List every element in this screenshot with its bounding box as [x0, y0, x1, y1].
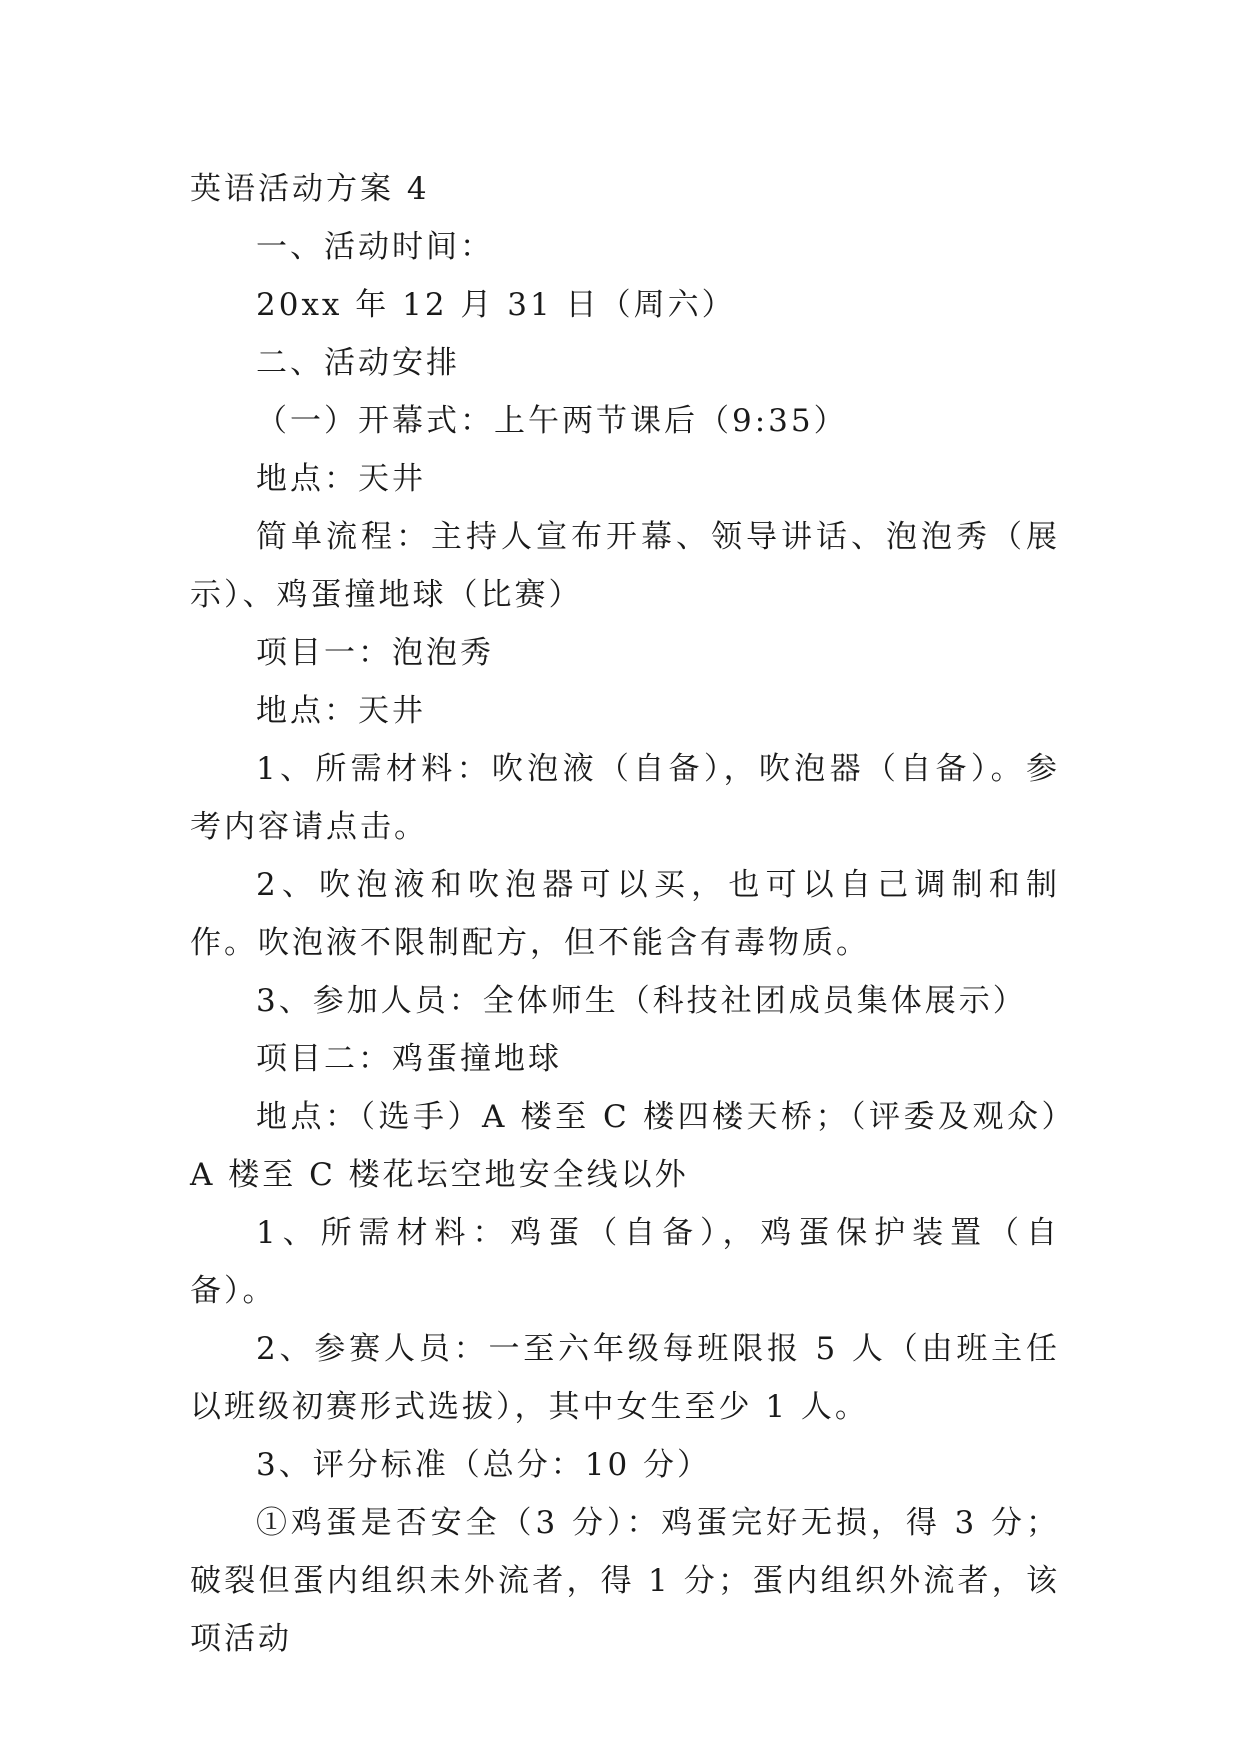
- scoring-standard: 3、评分标准（总分：10 分）: [256, 1447, 712, 1483]
- project-one-title: 项目一：泡泡秀: [256, 635, 494, 671]
- activity-date: 20xx 年 12 月 31 日（周六）: [256, 287, 736, 323]
- project-one-materials: 1、所需材料：吹泡液（自备），吹泡器（自备）。参考内容请点击。: [190, 751, 1060, 845]
- project-one-participants: 3、参加人员：全体师生（科技社团成员集体展示）: [256, 983, 1027, 1019]
- document-body: [190, 160, 1060, 1668]
- document-title: 英语活动方案 4: [190, 171, 430, 207]
- project-two-title: 项目二：鸡蛋撞地球: [256, 1041, 562, 1077]
- opening-location: 地点：天井: [256, 461, 426, 497]
- section-heading-time: 一、活动时间：: [256, 229, 494, 265]
- project-two-location: 地点：（选手）A 楼至 C 楼四楼天桥；（评委及观众）A 楼至 C 楼花坛空地安全线以外: [190, 1099, 1060, 1193]
- project-one-location: 地点：天井: [256, 693, 426, 729]
- project-one-note: 2、吹泡液和吹泡器可以买，也可以自己调制和制作。吹泡液不限制配方，但不能含有毒物质。: [190, 867, 1060, 961]
- project-two-participants: 2、参赛人员：一至六年级每班限报 5 人（由班主任以班级初赛形式选拔），其中女生至少 1 人。: [190, 1331, 1060, 1425]
- opening-ceremony: （一）开幕式：上午两节课后（9:35）: [256, 403, 848, 439]
- opening-process: 简单流程：主持人宣布开幕、领导讲话、泡泡秀（展示）、鸡蛋撞地球（比赛）: [190, 519, 1060, 613]
- project-two-materials: 1、所需材料：鸡蛋（自备），鸡蛋保护装置（自备）。: [190, 1215, 1060, 1309]
- scoring-egg-safety: ①鸡蛋是否安全（3 分）：鸡蛋完好无损，得 3 分；破裂但蛋内组织未外流者，得 1 分；蛋内组织外流者，该项活动: [190, 1505, 1060, 1657]
- section-heading-arrangement: 二、活动安排: [256, 345, 460, 381]
